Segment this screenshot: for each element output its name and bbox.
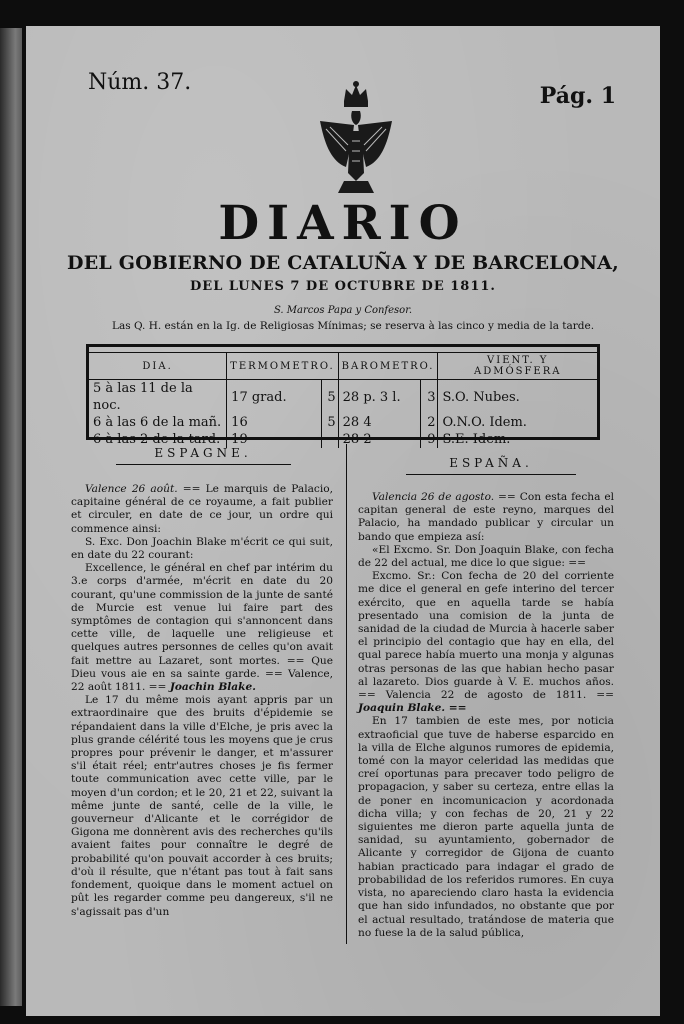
spanish-heading-rule [406,474,576,475]
newspaper-page [26,26,660,1016]
french-column [71,483,333,919]
spanish-column-heading: ESPAÑA. [449,456,533,470]
weather-wind: O.N.O. Idem. [442,415,527,430]
weather-header-dia: DIA. [89,353,227,380]
weather-temp: 16 [227,414,321,431]
french-column-heading: ESPAGNE. [154,446,252,460]
weather-barometer: 28 p. 3 l. [338,380,421,415]
signature: Joachin Blake. [169,681,256,694]
newspaper-title: DIARIO [218,196,468,251]
issue-number: Núm. 37. [88,70,192,95]
article-paragraph: S. Exc. Don Joachin Blake m'écrit ce qui suit, en date du 22 courant: [71,535,333,562]
article-paragraph: Le 17 du même mois ayant appris par un extraordinaire que des bruits d'épidemie se répandaient dans la ville d'Elche, je pris avec la plus grande célérité tous les moyens que je crus propres pour prévenir le danger, et m'assurer s'il était réel; entr'autres choses je fis fermer toute communication avec cette ville, par le moyen d'un cordon; et le 20, 21 et 22, suivant la même junte de santé, celle de la ville, le gouverneur d'Alicante et le corrégidor de Gigona me donnèrent avis des recherches qu'ils avaient faites pour connaître le degré de probabilité qu'on pouvait accorder à ces bruits; d'où il résulte, que n'étant pas tout à fait sans fondement, quoique dans le moment actuel on pût les regarder comme peu dangereux, s'il ne s'agissait pas d'un [71,694,333,918]
weather-wind: S.E. Idem. [442,432,511,447]
church-notice: Las Q. H. están en la Ig. de Religiosas Mínimas; se reserva à las cinco y media de la tarde. [112,320,595,332]
weather-temp-fraction: 5 [321,380,338,415]
previous-page-edge [0,28,22,1006]
weather-day: 6 à las 2 de la tard. [89,431,227,448]
weather-header-termometro: TERMOMETRO. [227,353,338,380]
weather-day: 5 à las 11 de la noc. [89,380,227,415]
page-number: Pág. 1 [539,83,616,109]
weather-header-viento: VIENT. Y ADMÓSFERA [438,353,597,380]
spanish-column [358,491,614,940]
weather-barometer-fraction: 3 [421,380,438,415]
dateline: Valencia 26 de agosto. [372,491,495,503]
weather-row [89,414,597,431]
article-paragraph: Excellence, le général en chef par intérim du 3.e corps d'armée, m'écrit en date du 20 courant, qu'une commission de la junte de santé de Murcie est venue lui faire part des symptômes de contagion qui s'annoncent dans cette ville, de laquelle une religieuse et quelques autres personnes de celles qu'on avait fait mettre au Lazaret, sont mortes. == Que Dieu vous aie en sa sainte garde. == Valence, 22 août 1811. == Joachin Blake. [71,562,333,694]
crowned-eagle-emblem [316,81,396,201]
weather-row [89,380,597,415]
weather-wind: S.O. Nubes. [442,389,520,405]
saint-of-day: S. Marcos Papa y Confesor. [273,305,413,316]
column-divider [346,444,347,944]
weather-barometer-fraction: 2 [421,414,438,431]
weather-temp: 19 [227,431,321,448]
signature: Joaquin Blake. == [358,702,467,715]
newspaper-subtitle: DEL GOBIERNO DE CATALUÑA Y DE BARCELONA, [67,252,619,274]
article-paragraph: «El Excmo. Sr. Don Joaquin Blake, con fecha de 22 del actual, me dice lo que sigue: == [358,543,614,570]
weather-barometer: 28 2 [338,431,421,448]
article-paragraph: En 17 tambien de este mes, por noticia extraoficial que tuve de haberse esparcido en la villa de Elche algunos rumores de epidemia, tomé con la mayor celeridad las medidas que creí oportunas para precaver todo peligro de propagacion, y saber su certeza, entre ellas la de poner en incomunicacion y acordonada dicha villa; y con fechas de 20, 21 y 22 siguientes me dieron parte aquella junta de sanidad, su ayuntamiento, gobernador de Alicante y corregidor de Gijona de cuanto habian practicado para indagar el grado de probabilidad de los referidos rumores. En cuya vista, no apareciendo claro hasta la evidencia que han sido infundados, no obstante que por el actual resultado, tratándose de materia que no fuese la de la salud pública, [358,715,614,939]
weather-table [86,344,600,447]
article-paragraph: Valencia 26 de agosto. == Con esta fecha el capitan general de este reyno, marques del Palacio, ha mandado publicar y circular un bando que empieza así: [358,491,614,543]
french-heading-rule [116,464,291,465]
weather-barometer-fraction: 9 [421,431,438,448]
article-paragraph: Valence 26 août. == Le marquis de Palacio, capitaine général de ce royaume, a fait publier et circuler, en date de ce jour, un ordre qui commence ainsi: [71,483,333,535]
weather-barometer: 28 4 [338,414,421,431]
dateline: Valence 26 août. [85,483,178,495]
issue-date: DEL LUNES 7 DE OCTUBRE DE 1811. [190,279,496,294]
weather-temp-fraction: 5 [321,414,338,431]
weather-header-barometro: BAROMETRO. [338,353,438,380]
article-paragraph: Excmo. Sr.: Con fecha de 20 del corriente me dice el general en gefe interino del tercer exército, que en aquella tarde se había presentado una comision de la junta de sanidad de la ciudad de Murcia à hacerle saber el principio del contagio que hay en ella, del qual parece había muerto una monja y algunas otras personas de las que habian hecho pasar al lazareto. Dios guarde à V. E. muchos años. == Valencia 22 de agosto de 1811. == Joaquin Blake. == [358,570,614,715]
weather-temp: 17 grad. [227,380,321,415]
weather-day: 6 à las 6 de la mañ. [89,414,227,431]
